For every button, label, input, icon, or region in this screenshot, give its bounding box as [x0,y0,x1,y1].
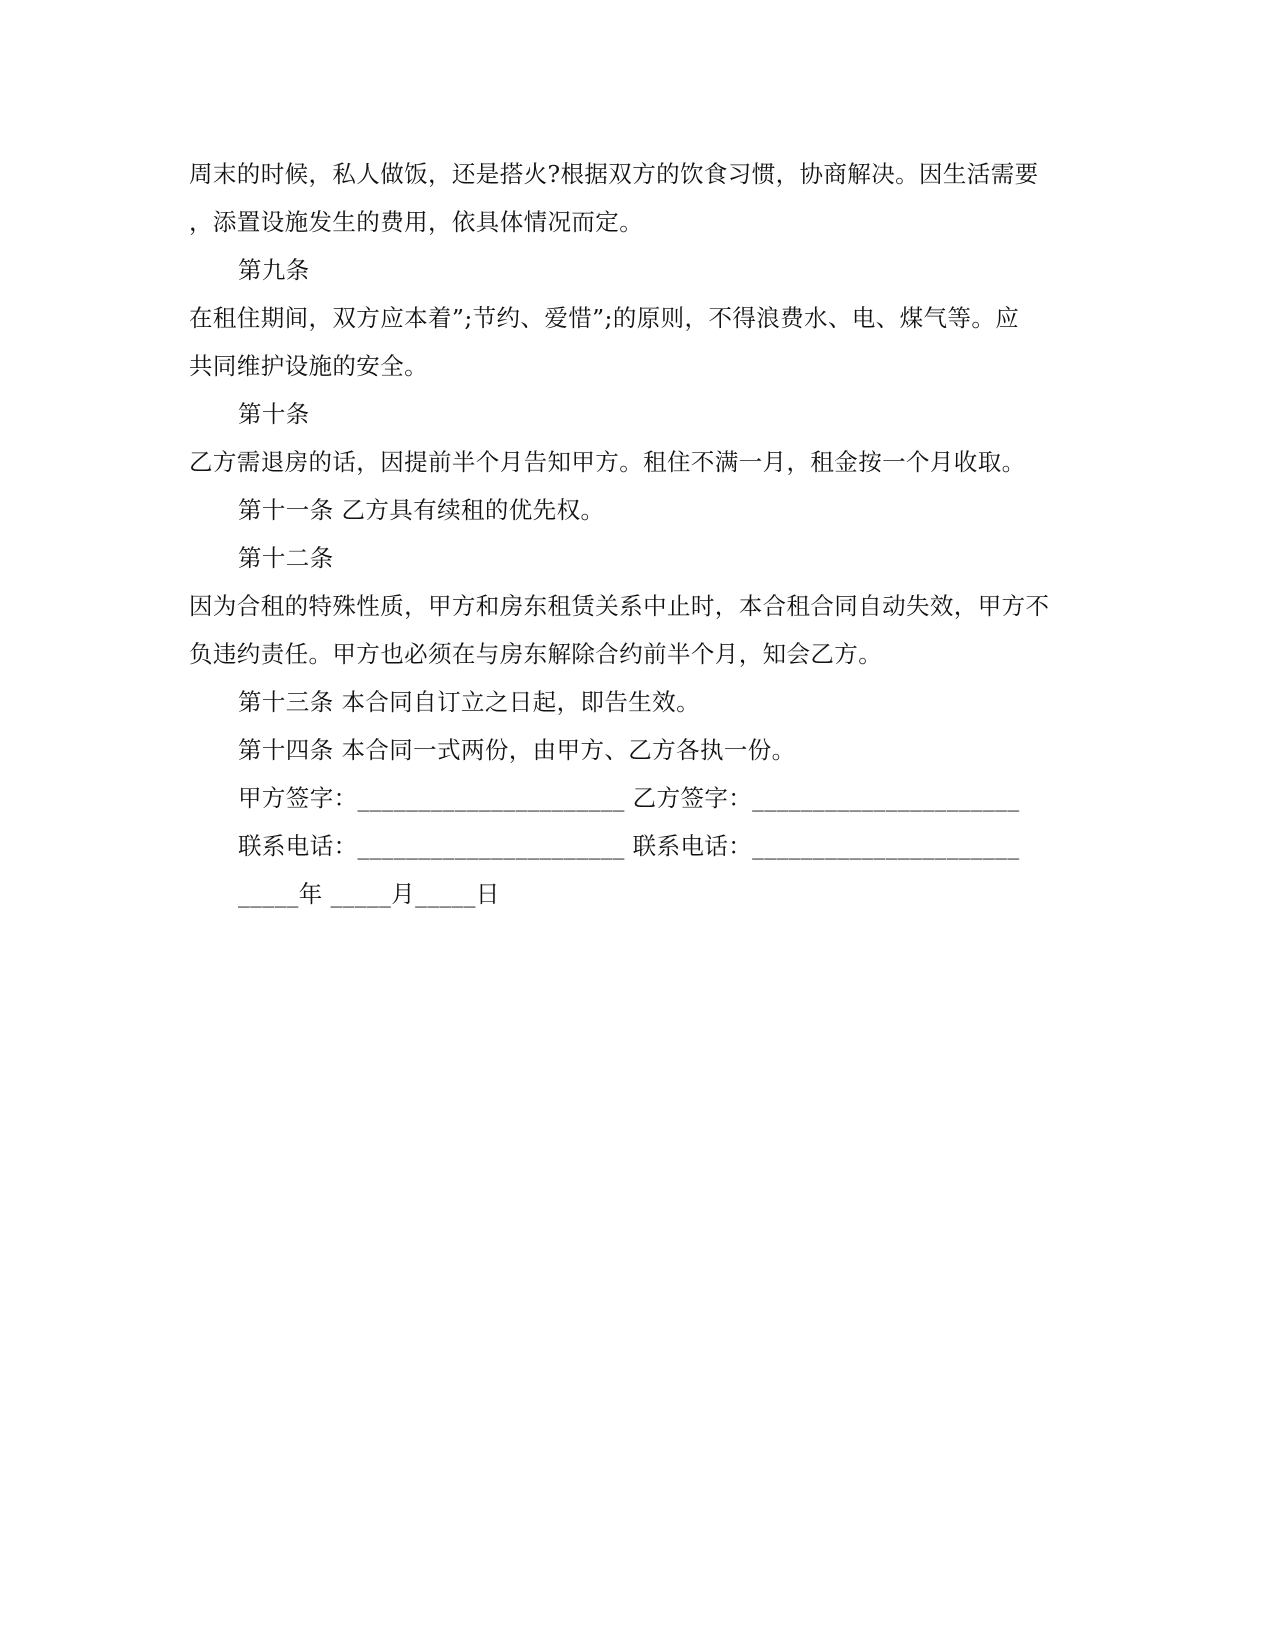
article-14: 第十四条 本合同一式两份，由甲方、乙方各执一份。 [238,736,796,764]
article-9-heading: 第九条 [238,256,310,284]
text-line-2: ，添置设施发生的费用，依具体情况而定。 [189,208,644,236]
article-13: 第十三条 本合同自订立之日起，即告生效。 [238,688,700,716]
text-line-4: 共同维护设施的安全。 [189,352,428,380]
signature-line: 甲方签字：______________________ 乙方签字：______________________ [238,784,1020,812]
text-line-1: 周末的时候，私人做饭，还是搭火?根据双方的饮食习惯，协商解决。因生活需要 [189,160,1039,188]
phone-line: 联系电话：______________________ 联系电话：______________________ [238,832,1020,860]
text-line-6: 因为合租的特殊性质，甲方和房东租赁关系中止时，本合租合同自动失效，甲方不 [189,592,1050,620]
text-line-5: 乙方需退房的话，因提前半个月告知甲方。租住不满一月，租金按一个月收取。 [189,448,1026,476]
article-10-heading: 第十条 [238,400,310,428]
article-11: 第十一条 乙方具有续租的优先权。 [238,496,605,524]
text-line-7: 负违约责任。甲方也必须在与房东解除合约前半个月，知会乙方。 [189,640,883,668]
text-line-3: 在租住期间，双方应本着”;节约、爱惜”;的原则，不得浪费水、电、煤气等。应 [189,304,1020,332]
date-line: _____年 _____月_____日 [238,880,500,908]
article-12-heading: 第十二条 [238,544,334,572]
